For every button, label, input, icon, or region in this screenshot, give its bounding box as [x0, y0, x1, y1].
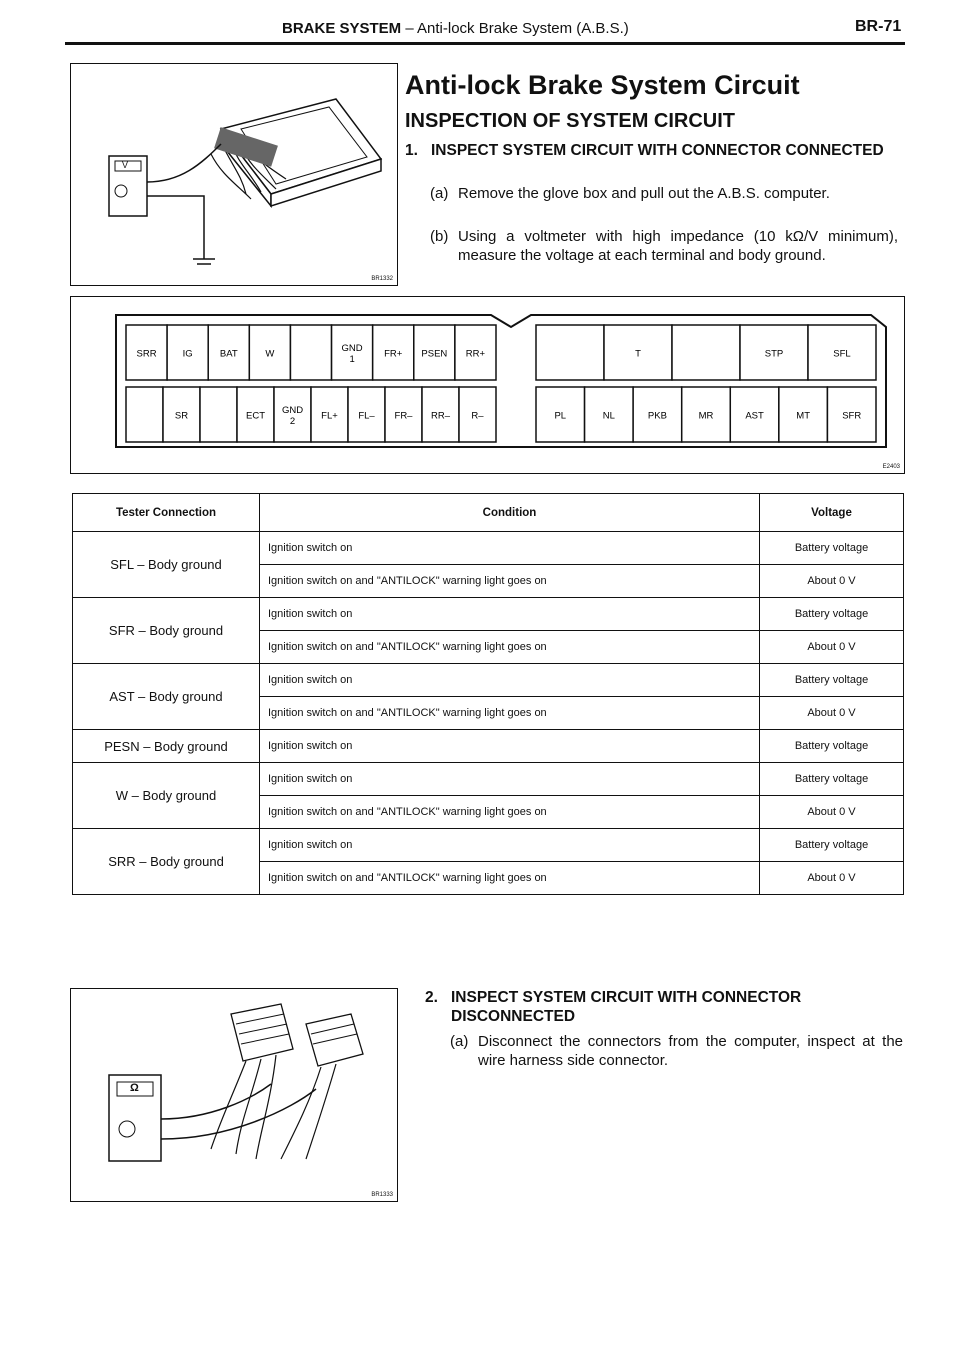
ohmmeter-symbol: Ω	[130, 1082, 139, 1094]
section-subtitle: INSPECTION OF SYSTEM CIRCUIT	[405, 110, 736, 132]
voltage-cell: Battery voltage	[760, 664, 904, 697]
top-left-pin-label: RR+	[465, 348, 486, 360]
step-number: 1.	[405, 142, 418, 159]
voltage-cell: Battery voltage	[760, 763, 904, 796]
voltmeter-illustration	[71, 64, 397, 285]
condition-cell: Ignition switch on and "ANTILOCK" warning light goes on	[260, 796, 760, 829]
bottom-right-pin-label: PL	[554, 410, 567, 422]
bottom-left-pin-label: GND	[281, 405, 304, 416]
page-number: BR-71	[855, 18, 902, 35]
voltage-cell: About 0 V	[760, 862, 904, 895]
voltage-cell: About 0 V	[760, 697, 904, 730]
tester-cell: AST – Body ground	[73, 664, 260, 730]
tester-cell: PESN – Body ground	[73, 730, 260, 763]
condition-cell: Ignition switch on and "ANTILOCK" warning light goes on	[260, 862, 760, 895]
step-heading-text: INSPECT SYSTEM CIRCUIT WITH CONNECTOR DISCONNECTED	[451, 989, 802, 1025]
header-section	[282, 20, 629, 37]
figure-code: BR1333	[371, 1192, 393, 1198]
step-1-heading	[405, 141, 905, 181]
figure-voltmeter-computer	[70, 63, 398, 286]
tester-cell: SFR – Body ground	[73, 598, 260, 664]
bottom-right-pin-label: NL	[602, 410, 615, 422]
bottom-left-pin-label: 2	[289, 416, 296, 427]
bottom-left-pin-cell	[200, 387, 237, 442]
top-left-pin-label: 1	[349, 354, 355, 365]
tester-cell: SRR – Body ground	[73, 829, 260, 895]
bottom-left-pin-label: FL+	[321, 410, 338, 422]
bottom-right-pin-label: AST	[745, 410, 764, 422]
bottom-right-pin-label: PKB	[647, 410, 667, 422]
header-section-bold: BRAKE SYSTEM	[282, 20, 402, 37]
voltage-cell: Battery voltage	[760, 598, 904, 631]
bottom-left-pin-label: ECT	[246, 410, 265, 422]
figure-code: BR1332	[371, 276, 393, 282]
top-right-pin-label: STP	[764, 348, 784, 360]
top-left-pin-label: W	[265, 348, 275, 360]
condition-cell: Ignition switch on and "ANTILOCK" warning light goes on	[260, 697, 760, 730]
condition-cell: Ignition switch on and "ANTILOCK" warning light goes on	[260, 631, 760, 664]
ohmmeter-illustration	[71, 989, 397, 1201]
para-label: (b)	[430, 228, 449, 245]
col-tester: Tester Connection	[73, 494, 260, 532]
step-heading-text: INSPECT SYSTEM CIRCUIT WITH CONNECTOR CONNECTED	[431, 142, 884, 159]
table-header-row	[73, 494, 904, 532]
top-right-pin-cell	[536, 325, 604, 380]
para-text: Remove the glove box and pull out the A.B.S. computer.	[458, 185, 830, 202]
figure-code: E2403	[882, 464, 900, 470]
voltage-cell: Battery voltage	[760, 829, 904, 862]
table-row	[73, 829, 904, 862]
step-number: 2.	[425, 989, 438, 1006]
para-text: Disconnect the connectors from the computer, inspect at the wire harness side connector.	[478, 1033, 903, 1069]
bottom-right-pin-label: SFR	[842, 410, 862, 422]
connector-pinout	[71, 297, 904, 473]
table-row	[73, 598, 904, 631]
condition-cell: Ignition switch on	[260, 598, 760, 631]
bottom-left-pin-label: FR–	[394, 410, 413, 422]
top-left-pin-label: IG	[182, 348, 193, 360]
condition-cell: Ignition switch on	[260, 829, 760, 862]
tester-cell: SFL – Body ground	[73, 532, 260, 598]
bottom-left-pin-label: SR	[174, 410, 189, 422]
table-row	[73, 664, 904, 697]
condition-cell: Ignition switch on	[260, 664, 760, 697]
top-left-pin-label: SRR	[136, 348, 157, 360]
bottom-left-pin-label: RR–	[430, 410, 451, 422]
bottom-right-pin-label: MT	[796, 410, 811, 422]
voltage-cell: Battery voltage	[760, 730, 904, 763]
page-title: Anti-lock Brake System Circuit	[405, 70, 800, 100]
para-label: (a)	[430, 185, 449, 202]
para-label: (a)	[450, 1033, 469, 1050]
table-row	[73, 763, 904, 796]
voltage-cell: About 0 V	[760, 796, 904, 829]
figure-ohmmeter-harness	[70, 988, 398, 1202]
voltage-spec-table	[72, 493, 904, 895]
bottom-left-pin-cell	[126, 387, 163, 442]
voltage-cell: Battery voltage	[760, 532, 904, 565]
condition-cell: Ignition switch on	[260, 730, 760, 763]
table-row	[73, 532, 904, 565]
step-1b	[430, 227, 920, 287]
top-left-pin-cell	[290, 325, 331, 380]
top-right-pin-label: SFL	[833, 348, 851, 360]
step-2-heading	[425, 988, 905, 1028]
top-right-pin-cell	[672, 325, 740, 380]
bottom-right-pin-label: MR	[698, 410, 714, 422]
voltage-cell: About 0 V	[760, 631, 904, 664]
top-left-pin-label: FR+	[384, 348, 403, 360]
top-right-pin-label: T	[635, 348, 641, 360]
col-condition: Condition	[260, 494, 760, 532]
step-2a	[450, 1032, 910, 1072]
condition-cell: Ignition switch on	[260, 763, 760, 796]
page-header	[0, 16, 960, 40]
voltage-cell: About 0 V	[760, 565, 904, 598]
top-left-pin-label: BAT	[219, 348, 238, 360]
top-left-pin-label: GND	[341, 343, 363, 354]
header-section-rest: – Anti-lock Brake System (A.B.S.)	[401, 20, 629, 37]
para-text: Using a voltmeter with high impedance (10 kΩ/V minimum), measure the voltage at each terminal and body ground.	[458, 228, 898, 264]
top-left-pin-label: PSEN	[421, 348, 448, 360]
condition-cell: Ignition switch on and "ANTILOCK" warning light goes on	[260, 565, 760, 598]
table-row	[73, 730, 904, 763]
bottom-left-pin-label: R–	[471, 410, 484, 422]
bottom-left-pin-label: FL–	[358, 410, 375, 422]
figure-connector-diagram	[70, 296, 905, 474]
col-voltage: Voltage	[760, 494, 904, 532]
voltmeter-symbol: V	[122, 160, 129, 170]
header-rule	[65, 42, 905, 45]
condition-cell: Ignition switch on	[260, 532, 760, 565]
tester-cell: W – Body ground	[73, 763, 260, 829]
step-1a	[430, 184, 920, 224]
